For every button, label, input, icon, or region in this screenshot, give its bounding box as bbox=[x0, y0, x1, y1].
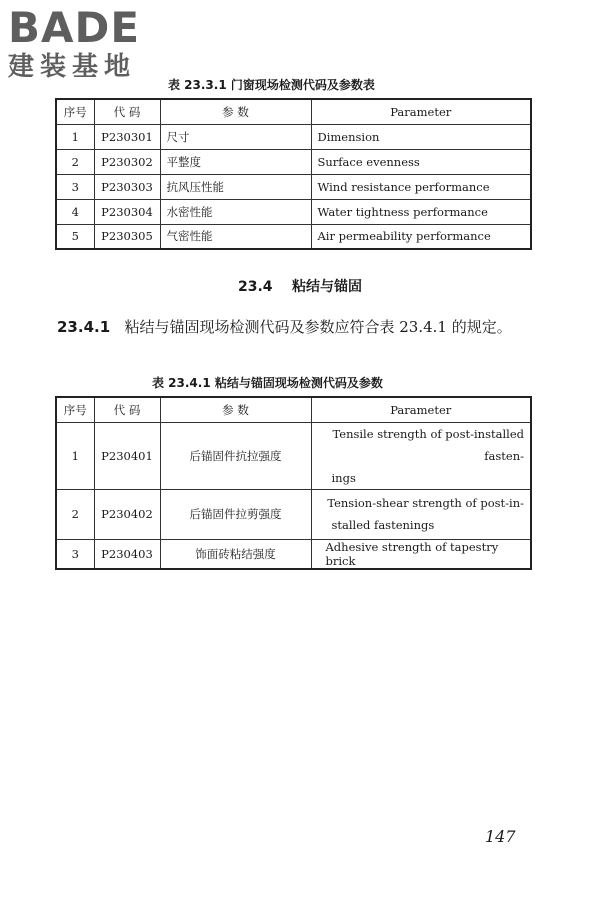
section-heading bbox=[0, 276, 600, 296]
param-en-line: ings bbox=[331, 470, 356, 485]
cell-param: 饰面砖粘结强度 bbox=[160, 539, 311, 569]
cell-code: P230304 bbox=[94, 199, 160, 224]
cell-code: P230302 bbox=[94, 149, 160, 174]
cell-param-en: Adhesive strength of tapestry brick bbox=[311, 539, 531, 569]
table-header-row bbox=[56, 397, 531, 422]
cell-no: 4 bbox=[56, 199, 94, 224]
header-param-en: Parameter bbox=[311, 99, 531, 124]
cell-param: 后锚固件拉剪强度 bbox=[160, 489, 311, 539]
page-number: 147 bbox=[485, 827, 516, 846]
table-caption: 表 23.3.1 门窗现场检测代码及参数表 bbox=[168, 78, 375, 92]
bade-logo bbox=[8, 3, 178, 82]
header-param: 参 数 bbox=[160, 99, 311, 124]
logo-cn: 建装基地 bbox=[8, 52, 137, 82]
cell-no: 2 bbox=[56, 489, 94, 539]
cell-code: P230401 bbox=[94, 422, 160, 489]
cell-param-en bbox=[311, 489, 531, 539]
cell-param: 尺寸 bbox=[160, 124, 311, 149]
header-param: 参 数 bbox=[160, 397, 311, 422]
cell-code: P230402 bbox=[94, 489, 160, 539]
header-param-en: Parameter bbox=[311, 397, 531, 422]
clause-text: 粘结与锚固现场检测代码及参数应符合表 23.4.1 的规定。 bbox=[124, 318, 512, 336]
table-row bbox=[56, 224, 531, 249]
cell-no: 3 bbox=[56, 174, 94, 199]
cell-param: 平整度 bbox=[160, 149, 311, 174]
section-number: 23.4 bbox=[237, 279, 273, 295]
param-en-line: Tension-shear strength of post-in- bbox=[327, 496, 524, 510]
table-row bbox=[56, 149, 531, 174]
cell-no: 1 bbox=[56, 124, 94, 149]
cell-code: P230403 bbox=[94, 539, 160, 569]
header-code: 代 码 bbox=[94, 99, 160, 124]
table-row bbox=[56, 539, 531, 569]
header-no: 序号 bbox=[56, 397, 94, 422]
cell-param-en bbox=[311, 422, 531, 489]
table-header-row bbox=[56, 99, 531, 124]
logo-brand: BADE bbox=[8, 3, 141, 52]
table-row bbox=[56, 199, 531, 224]
cell-param-en: Air permeability performance bbox=[311, 224, 531, 249]
cell-param: 后锚固件抗拉强度 bbox=[160, 422, 311, 489]
cell-param-en: Wind resistance performance bbox=[311, 174, 531, 199]
clause-23-4-1 bbox=[57, 314, 537, 341]
table-23-3-1 bbox=[55, 98, 532, 250]
table-caption: 表 23.4.1 粘结与锚固现场检测代码及参数 bbox=[152, 376, 383, 390]
param-en-line: Tensile strength of post-installed fasten- bbox=[332, 426, 524, 463]
cell-no: 1 bbox=[56, 422, 94, 489]
header-no: 序号 bbox=[56, 99, 94, 124]
cell-param-en: Water tightness performance bbox=[311, 199, 531, 224]
cell-param: 抗风压性能 bbox=[160, 174, 311, 199]
param-en-line: stalled fastenings bbox=[331, 518, 435, 532]
header-code: 代 码 bbox=[94, 397, 160, 422]
cell-no: 2 bbox=[56, 149, 94, 174]
cell-code: P230303 bbox=[94, 174, 160, 199]
table-row bbox=[56, 489, 531, 539]
table-row bbox=[56, 422, 531, 489]
cell-param: 气密性能 bbox=[160, 224, 311, 249]
cell-param-en: Dimension bbox=[311, 124, 531, 149]
cell-param: 水密性能 bbox=[160, 199, 311, 224]
cell-param-en: Surface evenness bbox=[311, 149, 531, 174]
section-title: 粘结与锚固 bbox=[292, 279, 363, 295]
table-row bbox=[56, 124, 531, 149]
cell-no: 3 bbox=[56, 539, 94, 569]
table-row bbox=[56, 174, 531, 199]
clause-number: 23.4.1 bbox=[57, 318, 111, 336]
cell-code: P230301 bbox=[94, 124, 160, 149]
table-23-4-1 bbox=[55, 396, 532, 570]
cell-no: 5 bbox=[56, 224, 94, 249]
cell-code: P230305 bbox=[94, 224, 160, 249]
